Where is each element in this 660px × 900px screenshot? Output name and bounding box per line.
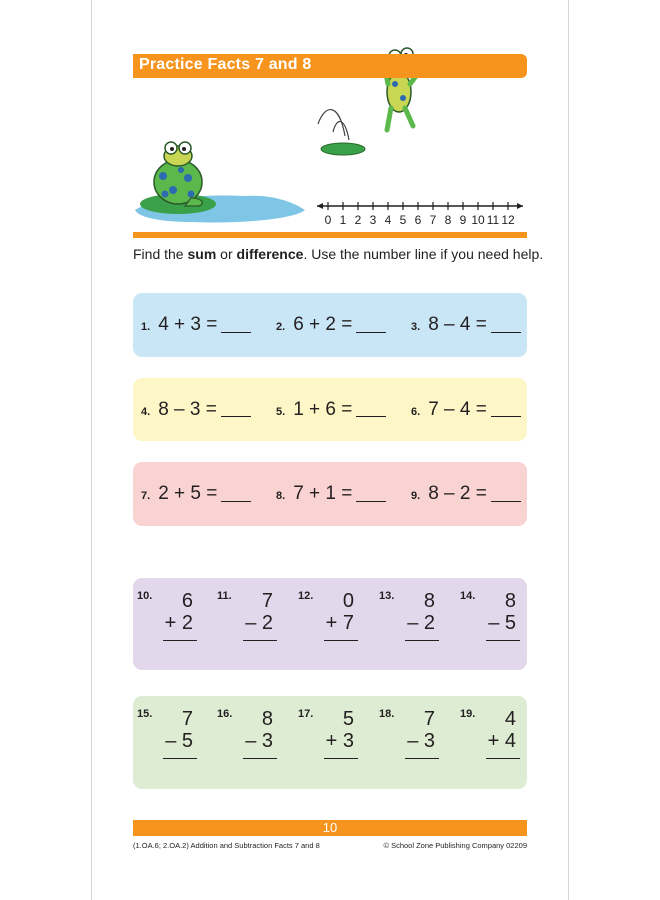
answer-line[interactable] — [405, 640, 439, 641]
problem-11 — [217, 590, 287, 650]
instructions-text: Find the — [133, 246, 188, 262]
problem-number: 9. — [411, 490, 421, 502]
answer-line[interactable] — [486, 758, 520, 759]
problem-top-number: 8 — [261, 708, 273, 730]
problem-bottom-number: – 5 — [488, 612, 516, 634]
number-line-label: 8 — [444, 213, 452, 227]
number-line-label: 3 — [369, 213, 377, 227]
page-number: 10 — [322, 820, 338, 835]
problem-number: 18. — [379, 708, 395, 720]
answer-blank[interactable] — [491, 318, 521, 333]
problem-box-row-2 — [133, 378, 527, 441]
instructions — [133, 246, 543, 262]
problem-number: 8. — [276, 490, 286, 502]
problem-box-row-5 — [133, 696, 527, 789]
problem-9 — [411, 462, 521, 526]
answer-blank[interactable] — [356, 318, 386, 333]
answer-line[interactable] — [243, 758, 277, 759]
instructions-text: . Use the number line if you need help. — [303, 246, 544, 262]
problem-equation: 1 + 6 = — [293, 398, 353, 420]
number-line-label: 1 — [339, 213, 347, 227]
problem-5 — [276, 378, 386, 441]
problem-3 — [411, 293, 521, 357]
page-title: Practice Facts 7 and 8 — [139, 56, 312, 73]
title-bar — [133, 54, 527, 78]
problem-top-number: 4 — [504, 708, 516, 730]
answer-line[interactable] — [163, 758, 197, 759]
footer-bar — [133, 820, 527, 836]
problem-equation: 8 – 3 = — [158, 398, 217, 420]
answer-line[interactable] — [163, 640, 197, 641]
problem-10 — [137, 590, 207, 650]
problem-top-number: 0 — [342, 590, 354, 612]
problem-number: 17. — [298, 708, 314, 720]
number-line-label: 5 — [399, 213, 407, 227]
problem-14 — [460, 590, 530, 650]
problem-bottom-number: + 3 — [325, 730, 354, 752]
problem-top-number: 5 — [342, 708, 354, 730]
sitting-frog — [154, 142, 202, 206]
problem-top-number: 8 — [504, 590, 516, 612]
number-line-label: 9 — [459, 213, 467, 227]
problem-number: 14. — [460, 590, 476, 602]
keyword-sum: sum — [187, 246, 217, 262]
footer-copyright: © School Zone Publishing Company 02209 — [383, 841, 527, 850]
problem-box-row-1 — [133, 293, 527, 357]
problem-17 — [298, 708, 368, 768]
problem-number: 19. — [460, 708, 476, 720]
problem-equation: 8 – 4 = — [428, 314, 487, 335]
answer-line[interactable] — [405, 758, 439, 759]
problem-8 — [276, 462, 386, 526]
footer-standards: (1.OA.6; 2.OA.2) Addition and Subtraction Facts 7 and 8 — [133, 841, 320, 850]
answer-line[interactable] — [324, 640, 358, 641]
problem-13 — [379, 590, 449, 650]
problem-bottom-number: – 3 — [245, 730, 273, 752]
answer-line[interactable] — [486, 640, 520, 641]
problem-equation: 7 + 1 = — [293, 483, 353, 504]
answer-blank[interactable] — [221, 318, 251, 333]
answer-line[interactable] — [243, 640, 277, 641]
problem-19 — [460, 708, 530, 768]
problem-bottom-number: + 7 — [325, 612, 354, 634]
number-line — [317, 202, 523, 210]
keyword-difference: difference — [236, 246, 304, 262]
answer-blank[interactable] — [356, 402, 386, 417]
problem-bottom-number: + 4 — [487, 730, 516, 752]
problem-16 — [217, 708, 287, 768]
problem-number: 13. — [379, 590, 395, 602]
problem-bottom-number: + 2 — [164, 612, 193, 634]
problem-equation: 7 – 4 = — [428, 398, 487, 420]
problem-top-number: 7 — [423, 708, 435, 730]
problem-number: 4. — [141, 405, 151, 418]
answer-line[interactable] — [324, 758, 358, 759]
answer-blank[interactable] — [491, 487, 521, 502]
answer-blank[interactable] — [221, 402, 251, 417]
problem-number: 2. — [276, 321, 286, 333]
problem-4 — [141, 378, 251, 441]
answer-blank[interactable] — [356, 487, 386, 502]
number-line-label: 12 — [501, 213, 515, 227]
divider-bar — [133, 232, 527, 238]
problem-15 — [137, 708, 207, 768]
number-line-label: 4 — [384, 213, 392, 227]
problem-box-row-4 — [133, 578, 527, 670]
problem-top-number: 7 — [261, 590, 273, 612]
problem-equation: 4 + 3 = — [158, 314, 218, 335]
problem-number: 16. — [217, 708, 233, 720]
problem-number: 3. — [411, 321, 421, 333]
problem-top-number: 6 — [181, 590, 193, 612]
problem-number: 12. — [298, 590, 314, 602]
number-line-labels — [313, 213, 523, 229]
problem-number: 10. — [137, 590, 153, 602]
problem-top-number: 8 — [423, 590, 435, 612]
problem-number: 15. — [137, 708, 153, 720]
problem-number: 1. — [141, 321, 151, 333]
answer-blank[interactable] — [221, 487, 251, 502]
problem-bottom-number: – 5 — [165, 730, 193, 752]
number-line-label: 6 — [414, 213, 422, 227]
problem-equation: 2 + 5 = — [158, 483, 218, 504]
problem-18 — [379, 708, 449, 768]
number-line-label: 10 — [471, 213, 485, 227]
problem-equation: 6 + 2 = — [293, 314, 353, 335]
problem-number: 5. — [276, 405, 286, 418]
problem-1 — [141, 293, 251, 357]
number-line-label: 0 — [324, 213, 332, 227]
problem-bottom-number: – 3 — [407, 730, 435, 752]
problem-6 — [411, 378, 521, 441]
problem-equation: 8 – 2 = — [428, 483, 487, 504]
problem-7 — [141, 462, 251, 526]
instructions-text: or — [216, 246, 237, 262]
problem-number: 6. — [411, 405, 421, 418]
number-line-label: 2 — [354, 213, 362, 227]
answer-blank[interactable] — [491, 402, 521, 417]
problem-bottom-number: – 2 — [407, 612, 435, 634]
problem-box-row-3 — [133, 462, 527, 526]
number-line-label: 11 — [486, 213, 500, 227]
problem-2 — [276, 293, 386, 357]
problem-number: 11. — [217, 590, 232, 602]
problem-bottom-number: – 2 — [245, 612, 273, 634]
problem-top-number: 7 — [181, 708, 193, 730]
number-line-label: 7 — [429, 213, 437, 227]
problem-12 — [298, 590, 368, 650]
problem-number: 7. — [141, 490, 151, 502]
